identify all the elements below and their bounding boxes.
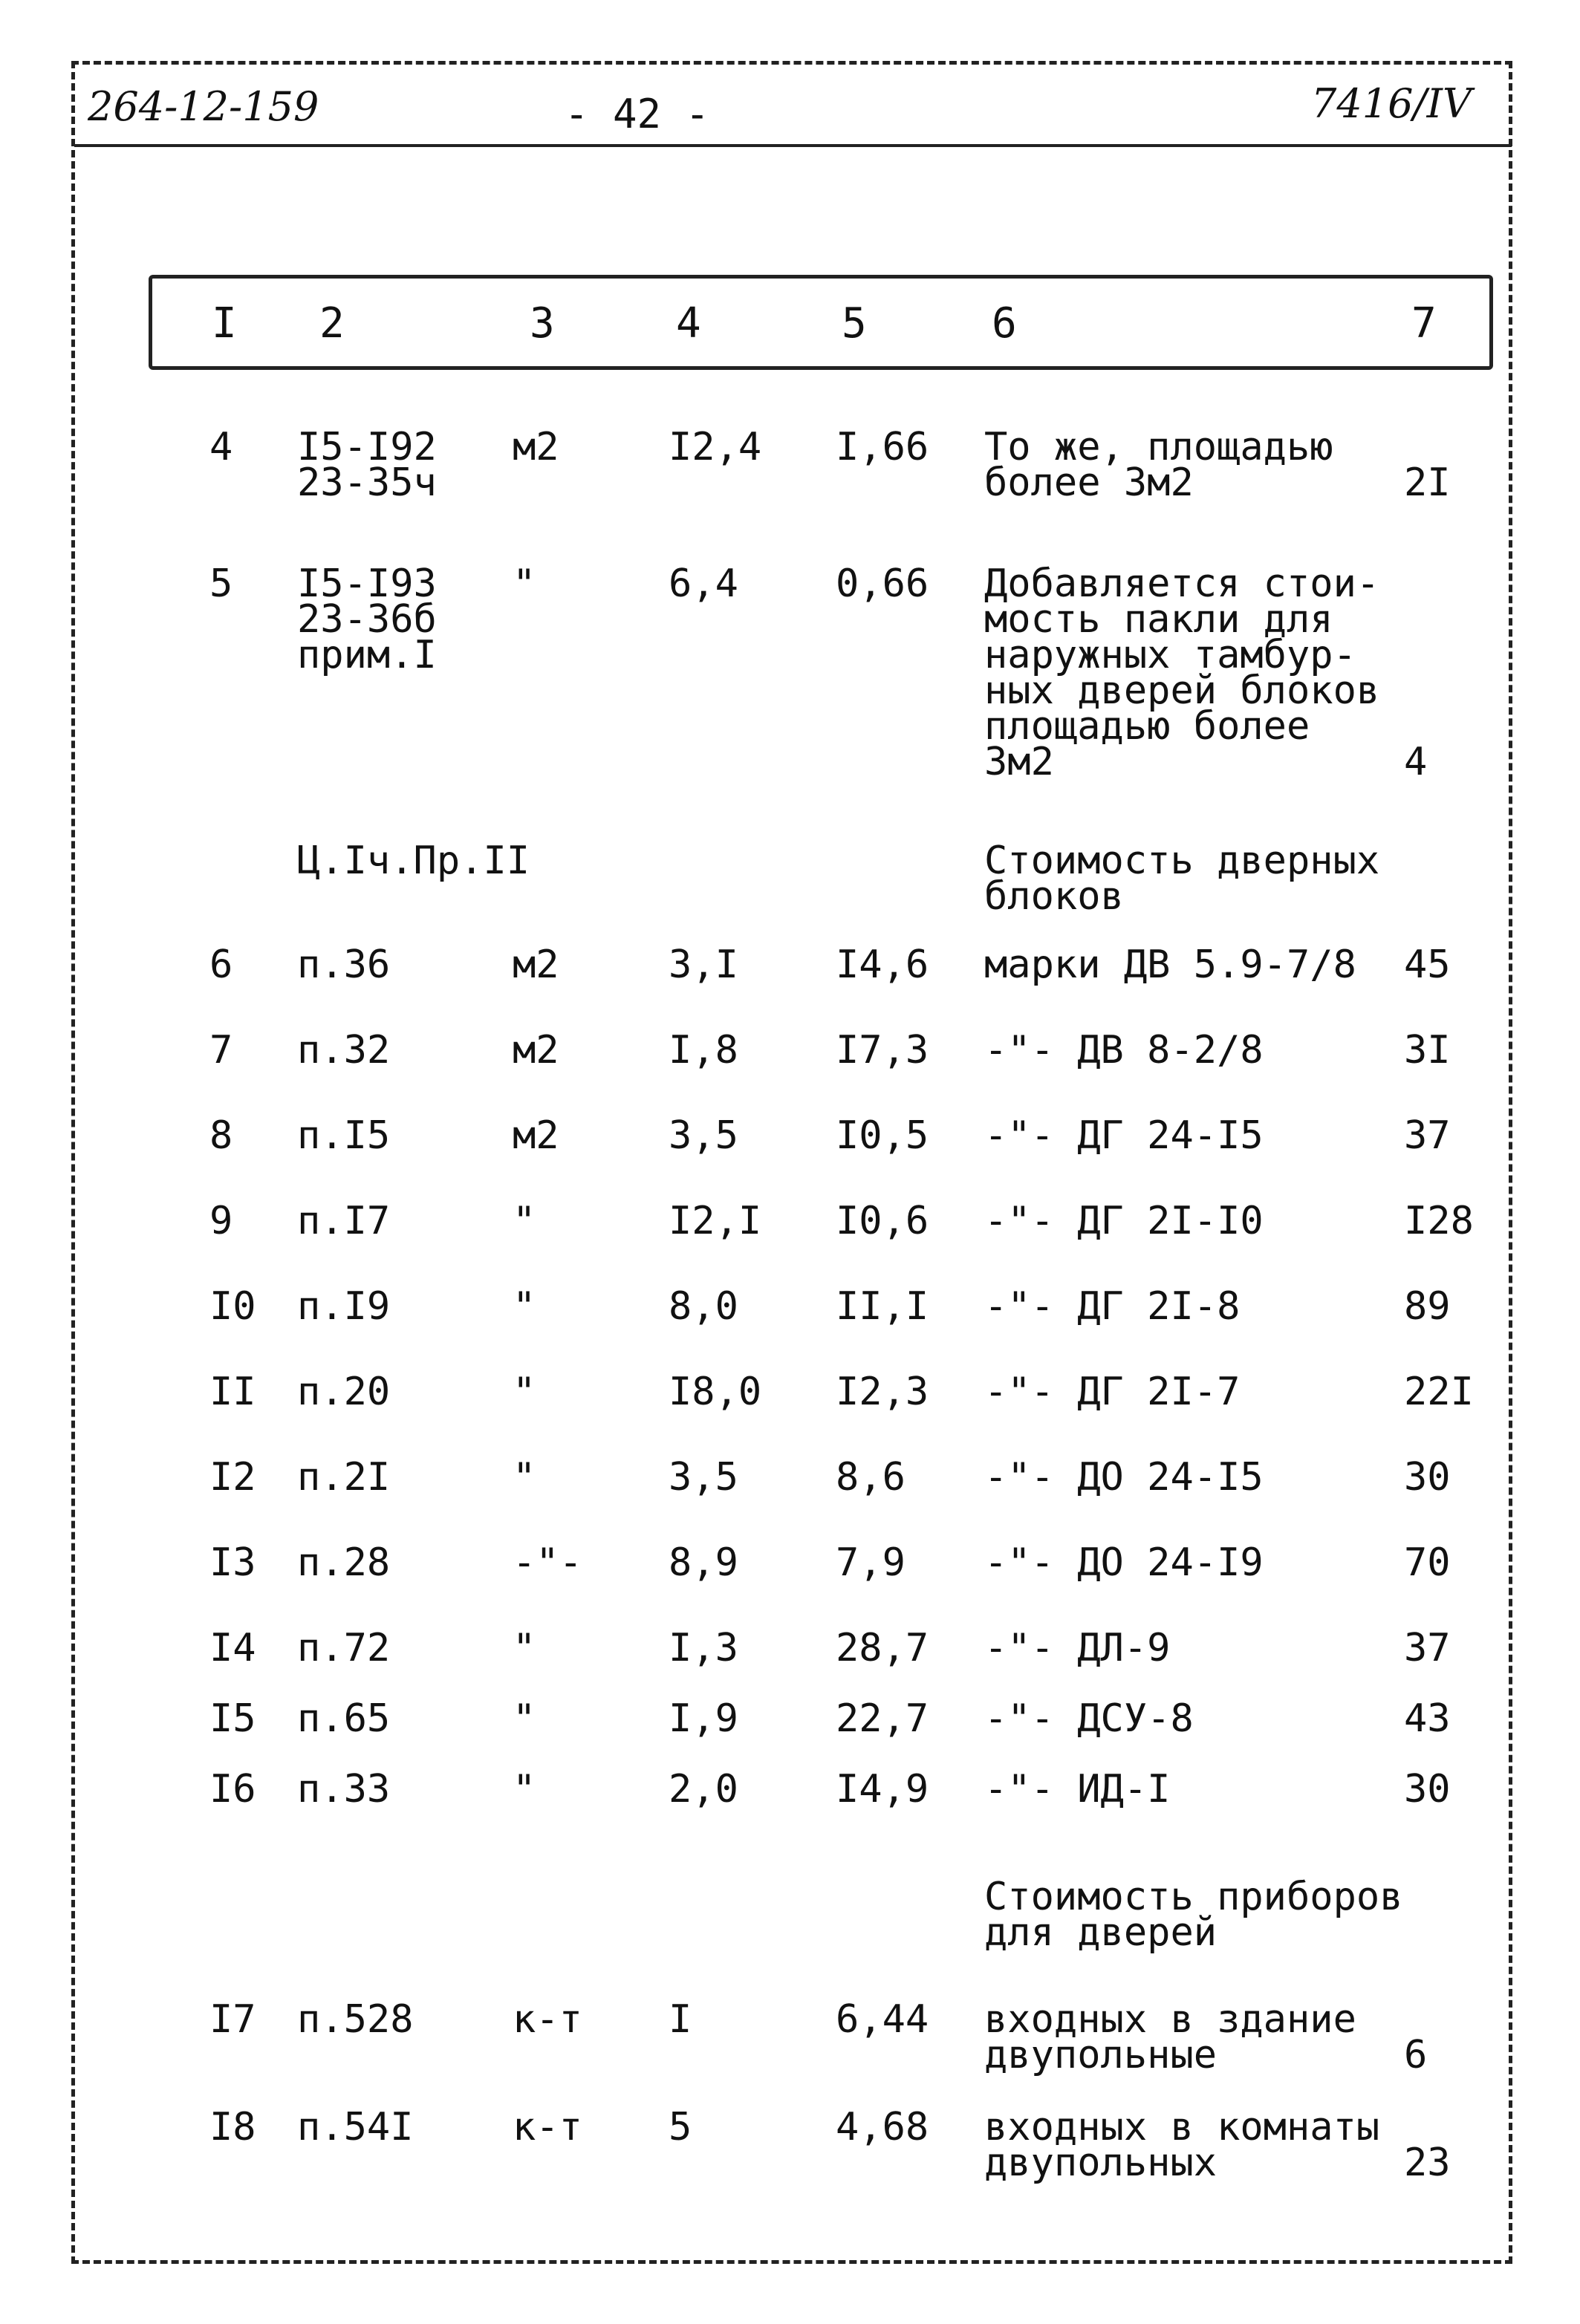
row-number: 6 (209, 943, 233, 987)
row-desc: -"- ДСУ-8 (984, 1696, 1194, 1741)
row-number: 9 (209, 1199, 233, 1243)
row-unit: " (513, 1455, 536, 1500)
row-code: п.528 (297, 1997, 414, 2042)
row-code: I5-I92 23-35ч (297, 425, 437, 505)
row-qty: 5 (669, 2105, 692, 2149)
row-unit: м2 (513, 1028, 559, 1073)
row-qty: 6,4 (669, 562, 738, 606)
row-qty: I2,4 (669, 425, 762, 469)
row-number: I0 (209, 1284, 256, 1329)
page-number: - 42 - (565, 91, 710, 137)
row-price: 7,9 (836, 1540, 906, 1585)
row-unit: " (513, 1696, 536, 1741)
row-price: II,I (836, 1284, 929, 1329)
row-code: п.32 (297, 1028, 391, 1073)
row-number: I6 (209, 1767, 256, 1812)
row-qty: 3,5 (669, 1455, 738, 1500)
row-desc: -"- ДГ 2I-8 (984, 1284, 1241, 1329)
row-number: I2 (209, 1455, 256, 1500)
row-unit: " (513, 1284, 536, 1329)
row-price: 4,68 (836, 2105, 929, 2149)
catalog-ref: Ц.Iч.Пр.II (297, 839, 530, 883)
row-qty: I2,I (669, 1199, 762, 1243)
row-price: I0,5 (836, 1113, 929, 1158)
row-code: п.I7 (297, 1199, 391, 1243)
row-number: I8 (209, 2105, 256, 2149)
row-number: I7 (209, 1997, 256, 2042)
row-total: 45 (1404, 943, 1451, 987)
row-unit: м2 (513, 425, 559, 469)
row-desc: -"- ДО 24-I9 (984, 1540, 1264, 1585)
row-qty: 3,5 (669, 1113, 738, 1158)
row-code: п.I9 (297, 1284, 391, 1329)
row-code: п.36 (297, 943, 391, 987)
devices-heading: Стоимость приборов для дверей (984, 1875, 1403, 1955)
col-7: 7 (1411, 299, 1437, 348)
col-2: 2 (319, 299, 345, 348)
row-code: п.33 (297, 1767, 391, 1812)
row-qty: 2,0 (669, 1767, 738, 1812)
row-price: I4,6 (836, 943, 929, 987)
row-qty: I,9 (669, 1696, 738, 1741)
row-desc: -"- ДГ 2I-7 (984, 1370, 1241, 1414)
row-unit: к-т (513, 2105, 582, 2149)
column-header (149, 275, 1493, 370)
row-unit: " (513, 1626, 536, 1670)
row-number: 5 (209, 562, 233, 606)
row-total: 70 (1404, 1540, 1451, 1585)
row-desc: марки ДВ 5.9-7/8 (984, 943, 1356, 987)
row-price: 8,6 (836, 1455, 906, 1500)
row-total: 22I (1404, 1370, 1474, 1414)
row-total: 6 (1404, 2033, 1428, 2077)
row-total: 30 (1404, 1767, 1451, 1812)
ref-code: 7416/IV (1311, 80, 1472, 127)
row-total: 23 (1404, 2141, 1451, 2185)
row-code: п.20 (297, 1370, 391, 1414)
row-price: I7,3 (836, 1028, 929, 1073)
row-unit: " (513, 1199, 536, 1243)
row-unit: " (513, 1370, 536, 1414)
row-code: I5-I93 23-36б прим.I (297, 562, 437, 677)
row-number: 8 (209, 1113, 233, 1158)
row-code: п.72 (297, 1626, 391, 1670)
row-price: 6,44 (836, 1997, 929, 2042)
row-unit: -"- (513, 1540, 582, 1585)
row-unit: " (513, 1767, 536, 1812)
row-qty: I,3 (669, 1626, 738, 1670)
row-number: I4 (209, 1626, 256, 1670)
col-5: 5 (842, 299, 867, 348)
row-unit: м2 (513, 943, 559, 987)
row-desc: входных в здание двупольные (984, 1997, 1356, 2077)
row-desc: То же, площадью более 3м2 (984, 425, 1333, 505)
row-total: I28 (1404, 1199, 1474, 1243)
row-price: 28,7 (836, 1626, 929, 1670)
row-price: 22,7 (836, 1696, 929, 1741)
row-number: 7 (209, 1028, 233, 1073)
doc-code: 264-12-159 (88, 83, 319, 130)
col-1: I (212, 299, 237, 348)
row-qty: I (669, 1997, 692, 2042)
row-desc: -"- ДВ 8-2/8 (984, 1028, 1264, 1073)
header-rule (74, 144, 1512, 147)
row-total: 37 (1404, 1113, 1451, 1158)
row-code: п.I5 (297, 1113, 391, 1158)
row-total: 89 (1404, 1284, 1451, 1329)
row-unit: к-т (513, 1997, 582, 2042)
row-price: 0,66 (836, 562, 929, 606)
doors-heading: Стоимость дверных блоков (984, 839, 1380, 919)
row-price: I0,6 (836, 1199, 929, 1243)
row-number: I3 (209, 1540, 256, 1585)
row-unit: м2 (513, 1113, 559, 1158)
row-desc: входных в комнаты двупольных (984, 2105, 1380, 2185)
row-desc: -"- ДО 24-I5 (984, 1455, 1264, 1500)
row-qty: 3,I (669, 943, 738, 987)
row-unit: " (513, 562, 536, 606)
row-qty: I,8 (669, 1028, 738, 1073)
row-price: I2,3 (836, 1370, 929, 1414)
row-code: п.54I (297, 2105, 414, 2149)
row-qty: 8,0 (669, 1284, 738, 1329)
row-desc: -"- ДЛ-9 (984, 1626, 1171, 1670)
row-number: I5 (209, 1696, 256, 1741)
row-number: 4 (209, 425, 233, 469)
col-4: 4 (676, 299, 701, 348)
row-price: I,66 (836, 425, 929, 469)
row-qty: 8,9 (669, 1540, 738, 1585)
row-code: п.28 (297, 1540, 391, 1585)
row-desc: Добавляется стои- мость пакли для наружных тамбур- ных дверей блоков площадью более 3м2 (984, 562, 1380, 784)
row-code: п.2I (297, 1455, 391, 1500)
col-3: 3 (530, 299, 555, 348)
row-desc: -"- ДГ 2I-I0 (984, 1199, 1264, 1243)
row-desc: -"- ИД-I (984, 1767, 1171, 1812)
row-code: п.65 (297, 1696, 391, 1741)
row-total: 2I (1404, 460, 1451, 505)
col-6: 6 (992, 299, 1017, 348)
row-qty: I8,0 (669, 1370, 762, 1414)
row-total: 30 (1404, 1455, 1451, 1500)
row-desc: -"- ДГ 24-I5 (984, 1113, 1264, 1158)
row-total: 4 (1404, 740, 1428, 784)
row-total: 37 (1404, 1626, 1451, 1670)
row-price: I4,9 (836, 1767, 929, 1812)
row-total: 43 (1404, 1696, 1451, 1741)
row-total: 3I (1404, 1028, 1451, 1073)
row-number: II (209, 1370, 256, 1414)
